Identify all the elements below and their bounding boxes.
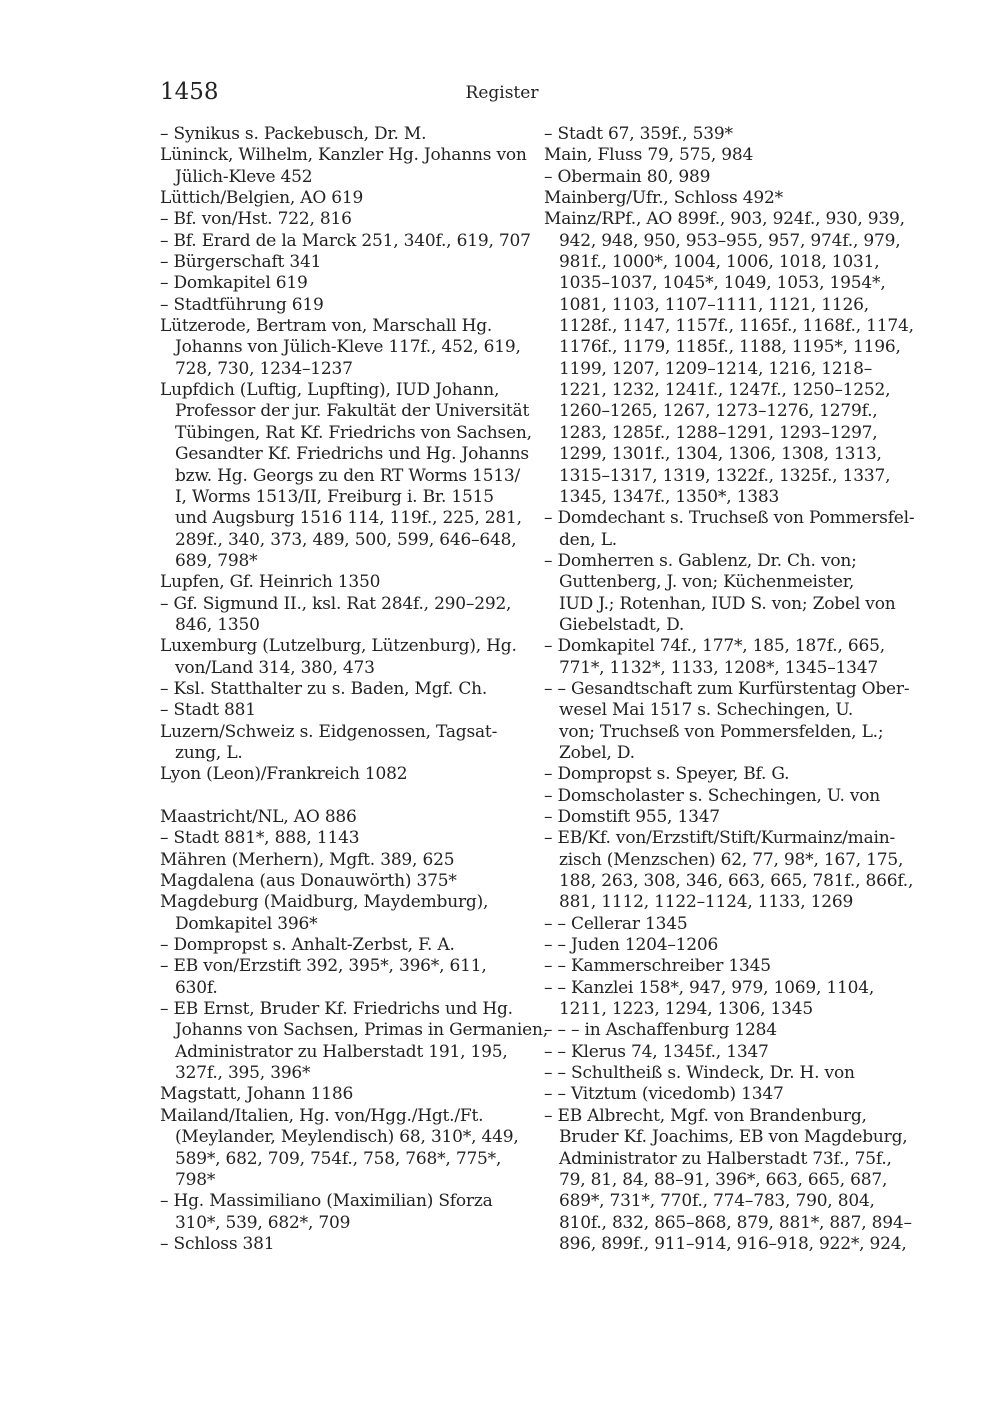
index-entry-line: – Bürgerschaft 341	[160, 252, 322, 273]
index-entry-line: 689*, 731*, 770f., 774–783, 790, 804,	[559, 1191, 875, 1212]
index-entry-line: Giebelstadt, D.	[559, 614, 685, 635]
blank-line	[160, 786, 528, 807]
index-entry-line: wesel Mai 1517 s. Schechingen, U.	[559, 700, 854, 721]
index-entry-line: den, L.	[559, 529, 617, 550]
index-entry-line: 689, 798*	[175, 550, 258, 571]
index-entry-line: 310*, 539, 682*, 709	[175, 1212, 351, 1233]
index-entry-line: 771*, 1132*, 1133, 1208*, 1345–1347	[559, 657, 878, 678]
index-entry-line: 630f.	[175, 977, 218, 998]
index-entry-line: – – Schultheiß s. Windeck, Dr. H. von	[544, 1063, 855, 1084]
index-entry-line: 810f., 832, 865–868, 879, 881*, 887, 894–	[559, 1212, 912, 1233]
index-entry-line: Bruder Kf. Joachims, EB von Magdeburg,	[559, 1127, 908, 1148]
index-entry-line: – – Klerus 74, 1345f., 1347	[544, 1041, 769, 1062]
index-entry-line: 327f., 395, 396*	[175, 1063, 311, 1084]
index-entry-line: von/Land 314, 380, 473	[175, 657, 375, 678]
index-entry-line: – EB von/Erzstift 392, 395*, 396*, 611,	[160, 956, 487, 977]
index-entry-line: Mainberg/Ufr., Schloss 492*	[544, 188, 783, 209]
index-entry-line: – Ksl. Statthalter zu s. Baden, Mgf. Ch.	[160, 678, 488, 699]
index-entry-line: 589*, 682, 709, 754f., 758, 768*, 775*,	[175, 1148, 502, 1169]
index-entry-line: – EB Albrecht, Mgf. von Brandenburg,	[544, 1105, 867, 1126]
index-entry-line: 289f., 340, 373, 489, 500, 599, 646–648,	[175, 529, 517, 550]
index-entry-line: – Domherren s. Gablenz, Dr. Ch. von;	[544, 550, 857, 571]
index-entry-line: 881, 1112, 1122–1124, 1133, 1269	[559, 892, 854, 913]
index-entry-line: 1199, 1207, 1209–1214, 1216, 1218–	[559, 358, 873, 379]
index-entry-line: – Dompropst s. Speyer, Bf. G.	[544, 764, 790, 785]
index-entry-line: – – Vitztum (vicedomb) 1347	[544, 1084, 784, 1105]
index-entry-line: – Synikus s. Packebusch, Dr. M.	[160, 124, 427, 144]
index-entry-line: Johanns von Jülich-Kleve 117f., 452, 619,	[175, 337, 521, 358]
index-entry-line: 1128f., 1147, 1157f., 1165f., 1168f., 1174,	[559, 316, 914, 337]
index-entry-line: – Domstift 955, 1347	[544, 807, 720, 827]
index-entry-line: 188, 263, 308, 346, 663, 665, 781f., 866f.,	[559, 871, 914, 892]
index-entry-line: – EB/Kf. von/Erzstift/Stift/Kurmainz/main-	[544, 828, 896, 849]
index-entry-line: – Stadtführung 619	[160, 294, 324, 315]
index-entry-line: 896, 899f., 911–914, 916–918, 922*, 924,	[559, 1233, 907, 1254]
index-entry-line: – EB Ernst, Bruder Kf. Friedrichs und Hg.	[160, 999, 513, 1020]
index-column-left	[160, 124, 548, 1255]
index-entry-line: Guttenberg, J. von; Küchenmeister,	[559, 572, 855, 593]
index-entry-line: – – Kammerschreiber 1345	[544, 956, 771, 977]
index-entry-line: Administrator zu Halberstadt 73f., 75f.,	[559, 1148, 892, 1169]
index-entry-line: Mähren (Merhern), Mgft. 389, 625	[160, 849, 455, 870]
index-entry-line: (Meylander, Meylendisch) 68, 310*, 449,	[175, 1127, 519, 1148]
index-entry-line: Magdeburg (Maidburg, Maydemburg),	[160, 892, 489, 913]
index-entry-line: Johanns von Sachsen, Primas in Germanien,	[175, 1020, 548, 1041]
index-entry-line: – Dompropst s. Anhalt-Zerbst, F. A.	[160, 935, 455, 956]
index-entry-line: Administrator zu Halberstadt 191, 195,	[175, 1041, 508, 1062]
index-entry-line: – – Kanzlei 158*, 947, 979, 1069, 1104,	[544, 977, 875, 998]
index-entry-line: 1299, 1301f., 1304, 1306, 1308, 1313,	[559, 444, 882, 465]
index-entry-line: Lupfen, Gf. Heinrich 1350	[160, 572, 381, 593]
index-entry-line: – – Cellerar 1345	[544, 913, 688, 934]
index-entry-line: – Hg. Massimiliano (Maximilian) Sforza	[160, 1191, 493, 1212]
index-entry-line: Lüttich/Belgien, AO 619	[160, 188, 364, 209]
index-entry-line: Professor der jur. Fakultät der Universität	[175, 401, 530, 422]
index-entry-line: – Domkapitel 74f., 177*, 185, 187f., 665,	[544, 636, 885, 657]
index-entry-line: I, Worms 1513/II, Freiburg i. Br. 1515	[175, 486, 494, 507]
index-entry-line: Lüninck, Wilhelm, Kanzler Hg. Johanns von	[160, 145, 527, 166]
index-entry-line: Magstatt, Johann 1186	[160, 1084, 354, 1105]
index-entry-line: Domkapitel 396*	[175, 913, 318, 934]
index-entry-line: – Bf. Erard de la Marck 251, 340f., 619, 707	[160, 230, 531, 251]
index-entry-line: 1260–1265, 1267, 1273–1276, 1279f.,	[559, 401, 878, 422]
index-entry-line: Mainz/RPf., AO 899f., 903, 924f., 930, 939,	[544, 209, 905, 230]
index-entry-line: – Bf. von/Hst. 722, 816	[160, 209, 352, 230]
index-entry-line: Mailand/Italien, Hg. von/Hgg./Hgt./Ft.	[160, 1105, 484, 1126]
index-entry-line: Tübingen, Rat Kf. Friedrichs von Sachsen,	[175, 422, 532, 443]
index-entry-line: Main, Fluss 79, 575, 984	[544, 145, 754, 166]
index-entry-line: – Domscholaster s. Schechingen, U. von	[544, 785, 881, 806]
running-head: Register	[465, 83, 539, 103]
index-entry-line: von; Truchseß von Pommersfelden, L.;	[559, 721, 884, 742]
index-entry-line: 1221, 1232, 1241f., 1247f., 1250–1252,	[559, 380, 891, 401]
index-entry-line: – Domkapitel 619	[160, 273, 308, 294]
index-entry-line: 846, 1350	[175, 614, 260, 635]
index-entry-line: – Stadt 881*, 888, 1143	[160, 828, 360, 849]
index-entry-line: 1035–1037, 1045*, 1049, 1053, 1954*,	[559, 273, 886, 294]
index-entry-line: Luzern/Schweiz s. Eidgenossen, Tagsat-	[160, 721, 498, 742]
index-entry-line: – Domdechant s. Truchseß von Pommersfel-	[544, 508, 915, 529]
index-entry-line: 1315–1317, 1319, 1322f., 1325f., 1337,	[559, 465, 891, 486]
index-entry-line: 79, 81, 84, 88–91, 396*, 663, 665, 687,	[559, 1169, 888, 1190]
page-number: 1458	[160, 79, 219, 105]
index-entry-line: 1345, 1347f., 1350*, 1383	[559, 486, 780, 507]
index-entry-line: – Stadt 881	[160, 700, 256, 721]
index-entry-line: zisch (Menzschen) 62, 77, 98*, 167, 175,	[559, 849, 904, 870]
index-entry-line: Maastricht/NL, AO 886	[160, 807, 357, 827]
index-entry-line: IUD J.; Rotenhan, IUD S. von; Zobel von	[559, 593, 896, 614]
index-entry-line: 728, 730, 1234–1237	[175, 358, 353, 379]
index-entry-line: – Gf. Sigmund II., ksl. Rat 284f., 290–292,	[160, 593, 512, 614]
index-entry-line: – Schloss 381	[160, 1233, 275, 1254]
index-entry-line: zung, L.	[175, 742, 243, 763]
index-entry-line: 1211, 1223, 1294, 1306, 1345	[559, 999, 813, 1020]
index-entry-line: und Augsburg 1516 114, 119f., 225, 281,	[175, 508, 522, 529]
index-entry-line: 798*	[175, 1169, 216, 1190]
index-entry-line: Jülich-Kleve 452	[175, 166, 313, 187]
index-entry-line: Magdalena (aus Donauwörth) 375*	[160, 871, 457, 892]
index-column-right	[544, 124, 915, 1255]
index-entry-line: 1283, 1285f., 1288–1291, 1293–1297,	[559, 422, 878, 443]
index-entry-line: – – Juden 1204–1206	[544, 935, 719, 956]
index-entry-line: Lupfdich (Luftig, Lupfting), IUD Johann,	[160, 380, 500, 401]
index-entry-line: 942, 948, 950, 953–955, 957, 974f., 979,	[559, 230, 901, 251]
index-entry-line: bzw. Hg. Georgs zu den RT Worms 1513/	[175, 465, 521, 486]
index-entry-line: 981f., 1000*, 1004, 1006, 1018, 1031,	[559, 252, 880, 273]
index-entry-line: – Obermain 80, 989	[544, 166, 711, 187]
index-entry-line: Zobel, D.	[559, 742, 635, 763]
index-entry-line: 1081, 1103, 1107–1111, 1121, 1126,	[559, 294, 869, 315]
index-entry-line: Luxemburg (Lutzelburg, Lützenburg), Hg.	[160, 636, 517, 657]
index-entry-line: – – Gesandtschaft zum Kurfürstentag Ober-	[544, 678, 910, 699]
index-entry-line: Lyon (Leon)/Frankreich 1082	[160, 764, 408, 785]
index-entry-line: – – – in Aschaffenburg 1284	[544, 1020, 777, 1041]
index-entry-line: 1176f., 1179, 1185f., 1188, 1195*, 1196,	[559, 337, 901, 358]
index-entry-line: Gesandter Kf. Friedrichs und Hg. Johanns	[175, 444, 529, 465]
index-entry-line: Lützerode, Bertram von, Marschall Hg.	[160, 316, 493, 337]
index-entry-line: – Stadt 67, 359f., 539*	[544, 124, 733, 144]
